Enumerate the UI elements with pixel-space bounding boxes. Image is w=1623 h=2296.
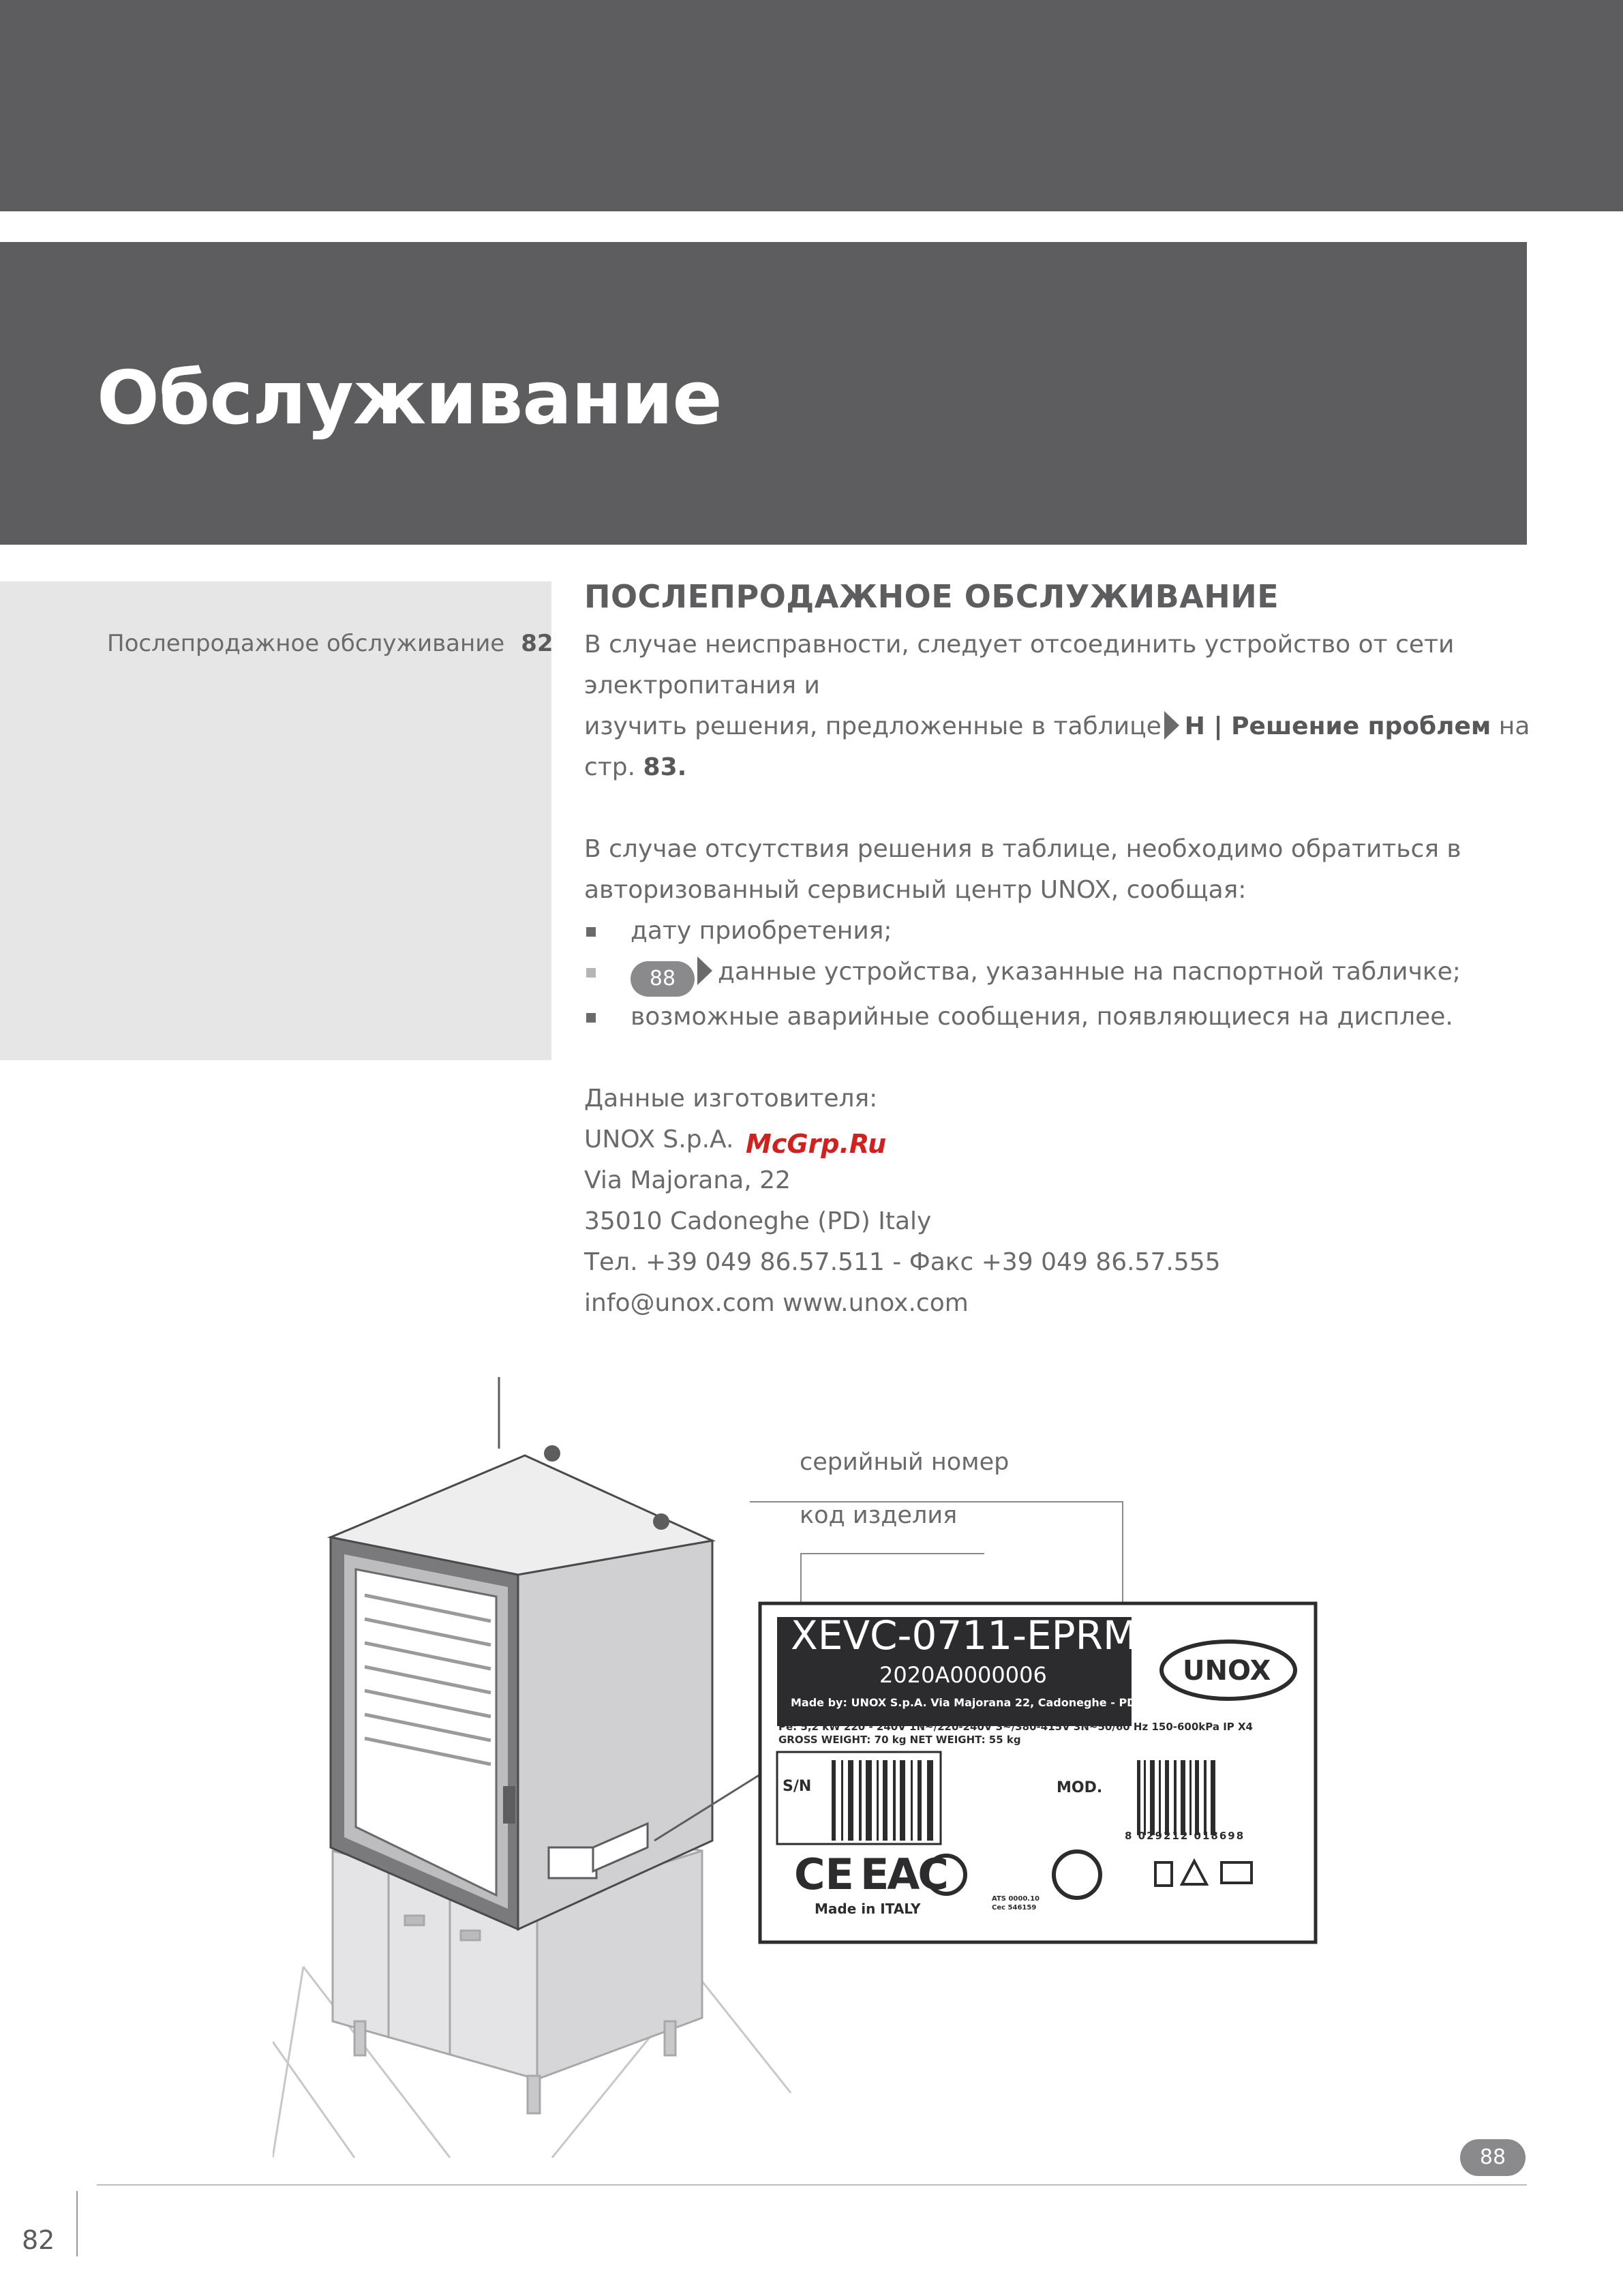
top-band bbox=[0, 0, 1623, 211]
plate-brand: UNOX bbox=[1183, 1655, 1271, 1687]
oven-drawing bbox=[273, 1370, 1336, 2168]
troubleshooting-link[interactable]: H | Решение проблем bbox=[1184, 712, 1491, 740]
bullet-square-icon bbox=[586, 927, 596, 937]
section-title: ПОСЛЕПРОДАЖНОЕ ОБСЛУЖИВАНИЕ bbox=[584, 578, 1279, 615]
paragraph-1-line-2: изучить решения, предложенные в таблице bbox=[584, 712, 1162, 740]
callout-product-code: код изделия bbox=[800, 1502, 958, 1529]
plate-mod-label: MOD. bbox=[1057, 1779, 1103, 1796]
manufacturer-web[interactable]: info@unox.com www.unox.com bbox=[584, 1289, 969, 1317]
toc-entry-page: 82 bbox=[521, 630, 553, 657]
page-number-rule bbox=[76, 2191, 78, 2256]
plate-made-by: Made by: UNOX S.p.A. Via Majorana 22, Cadoneghe - PD - ITALY bbox=[791, 1696, 1181, 1709]
main-content bbox=[584, 573, 1532, 1324]
plate-ce-mark: CE bbox=[794, 1849, 854, 1899]
page-ref-pill[interactable]: 88 bbox=[631, 961, 695, 997]
arrow-right-icon bbox=[1164, 711, 1179, 740]
page-ref-link[interactable]: 83. bbox=[643, 753, 687, 781]
plate-barcode-number: 8 029212 018698 bbox=[1125, 1830, 1245, 1842]
paragraph-2-line-2: авторизованный сервисный центр UNOX, сообщая: bbox=[584, 876, 1247, 904]
plate-specs-2: GROSS WEIGHT: 70 kg NET WEIGHT: 55 kg bbox=[778, 1734, 1021, 1746]
list-item bbox=[584, 997, 1532, 1038]
paragraph-2-line-1: В случае отсутствия решения в таблице, необходимо обратиться в bbox=[584, 835, 1461, 863]
plate-sn-label: S/N bbox=[783, 1778, 812, 1795]
paragraph-1-line-1: В случае неисправности, следует отсоединить устройство от сети электропитания и bbox=[584, 631, 1455, 699]
paragraph-1 bbox=[584, 624, 1532, 788]
callout-serial-number: серийный номер bbox=[800, 1449, 1010, 1476]
plate-model: XEVC-0711-EPRM bbox=[791, 1612, 1137, 1659]
list-item bbox=[584, 952, 1532, 997]
manufacturer-street: Via Majorana, 22 bbox=[584, 1166, 791, 1194]
toc-entry[interactable] bbox=[107, 630, 553, 657]
list-item bbox=[584, 911, 1532, 952]
plate-made-in: Made in ITALY bbox=[815, 1901, 921, 1917]
page-prefix: на стр. bbox=[584, 712, 1530, 781]
plate-specs-1: Pe: 5,2 kW 220 - 240V 1N~/220-240V 3~/380-415V 3N~50/60 Hz 150-600kPa IP X4 bbox=[778, 1721, 1253, 1733]
arrow-right-icon bbox=[697, 956, 712, 985]
list-item-text: возможные аварийные сообщения, появляющиеся на дисплее. bbox=[631, 1003, 1453, 1031]
plate-cert-small-1: ATS 0000.10 bbox=[992, 1895, 1040, 1903]
bullet-square-icon bbox=[586, 968, 596, 978]
paragraph-2 bbox=[584, 829, 1532, 911]
plate-eac-mark: EAC bbox=[860, 1849, 947, 1899]
bullet-square-icon bbox=[586, 1013, 596, 1023]
toc-entry-label: Послепродажное обслуживание bbox=[107, 630, 505, 657]
plate-cert-small-2: Cec 546159 bbox=[992, 1904, 1037, 1912]
manufacturer-city: 35010 Cadoneghe (PD) Italy bbox=[584, 1207, 932, 1235]
rating-plate-illustration bbox=[273, 1370, 1336, 2168]
list-item-text: данные устройства, указанные на паспортной табличке; bbox=[718, 958, 1461, 986]
manufacturer-info bbox=[584, 1078, 1532, 1324]
manufacturer-heading: Данные изготовителя: bbox=[584, 1085, 878, 1113]
door-handle bbox=[503, 1786, 515, 1824]
footer-rule bbox=[97, 2184, 1527, 2186]
footer-page-ref-pill[interactable]: 88 bbox=[1460, 2139, 1526, 2176]
watermark: McGrp.Ru bbox=[746, 1129, 887, 1159]
manufacturer-phone: Тел. +39 049 86.57.511 - Факс +39 049 86.57.555 bbox=[584, 1248, 1221, 1276]
plate-serial: 2020A0000006 bbox=[879, 1662, 1047, 1688]
info-list bbox=[584, 911, 1532, 1038]
manufacturer-company: UNOX S.p.A. bbox=[584, 1126, 734, 1153]
page-number: 82 bbox=[22, 2225, 55, 2255]
page-title: Обслуживание bbox=[97, 356, 722, 441]
list-item-text: дату приобретения; bbox=[631, 917, 892, 945]
